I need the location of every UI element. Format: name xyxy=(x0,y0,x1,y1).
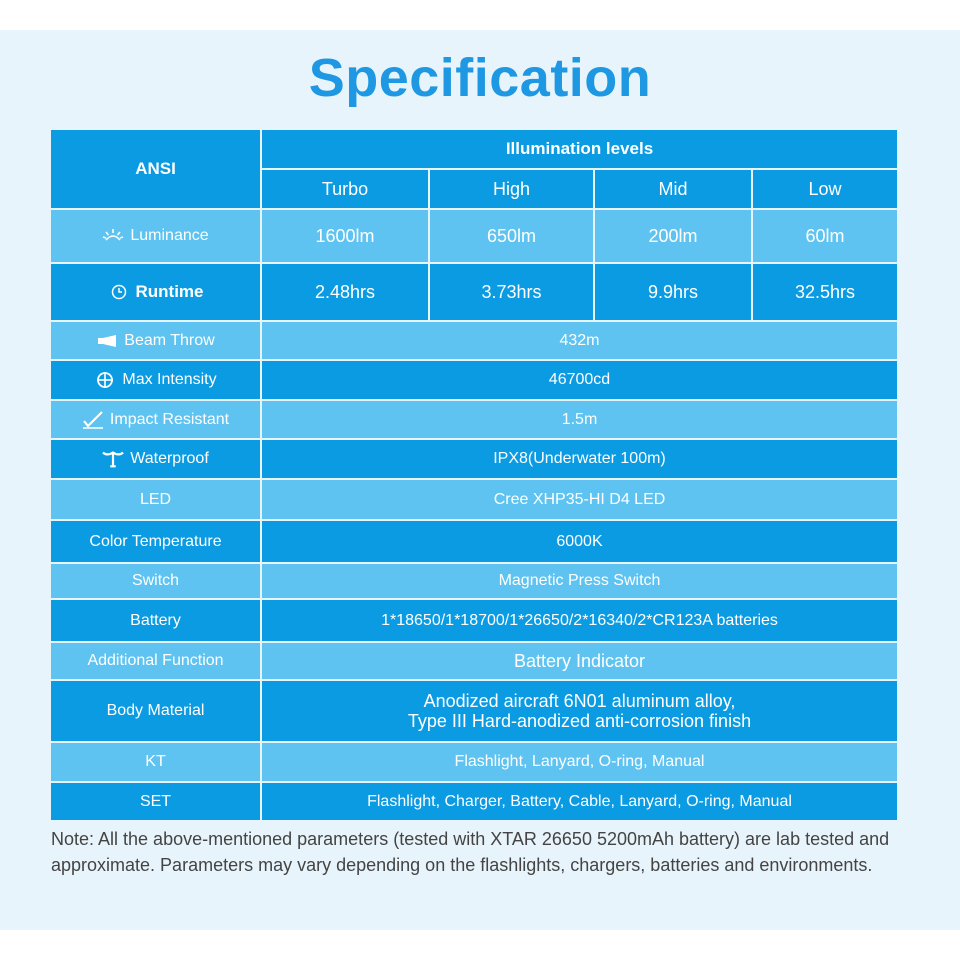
row-label-body-material: Body Material xyxy=(51,681,260,741)
sunburst-icon xyxy=(102,227,124,245)
switch-value: Magnetic Press Switch xyxy=(262,564,897,598)
row-label-set: SET xyxy=(51,783,260,820)
row-label-switch: Switch xyxy=(51,564,260,598)
beam-throw-value: 432m xyxy=(262,322,897,359)
row-label-text: Max Intensity xyxy=(122,371,217,388)
level-header-high: High xyxy=(430,170,593,208)
runtime-low: 32.5hrs xyxy=(753,264,897,320)
row-label-waterproof xyxy=(51,440,260,478)
impact-icon xyxy=(82,411,104,429)
body-material-value xyxy=(262,681,897,741)
set-value: Flashlight, Charger, Battery, Cable, Lanyard, O-ring, Manual xyxy=(262,783,897,820)
color-temperature-value: 6000K xyxy=(262,521,897,562)
row-label-text: Runtime xyxy=(135,282,204,301)
runtime-high: 3.73hrs xyxy=(430,264,593,320)
row-label-text: Impact Resistant xyxy=(109,410,230,428)
clock-icon xyxy=(108,283,130,301)
body-material-line-1: Anodized aircraft 6N01 aluminum alloy, xyxy=(423,691,736,711)
body-material-line-2: Type III Hard-anodized anti-corrosion finish xyxy=(407,711,752,731)
row-label-color-temperature: Color Temperature xyxy=(51,521,260,562)
footnote: Note: All the above-mentioned parameters (tested with XTAR 26650 5200mAh battery) are lab tested and approximate. Parameters may vary depending on the flashlights, chargers, batteries and environments. xyxy=(51,829,890,875)
luminance-mid: 200lm xyxy=(595,210,751,262)
battery-value: 1*18650/1*18700/1*26650/2*16340/2*CR123A batteries xyxy=(262,600,897,641)
row-label-text: Luminance xyxy=(130,227,209,244)
luminance-high: 650lm xyxy=(430,210,593,262)
beam-icon xyxy=(96,332,118,350)
max-intensity-value: 46700cd xyxy=(262,361,897,399)
row-label-led: LED xyxy=(51,480,260,519)
level-header-mid: Mid xyxy=(595,170,751,208)
row-label-impact-resistant xyxy=(51,401,260,438)
level-header-turbo: Turbo xyxy=(262,170,428,208)
row-label-max-intensity xyxy=(51,361,260,399)
additional-function-value: Battery Indicator xyxy=(262,643,897,679)
runtime-mid: 9.9hrs xyxy=(595,264,751,320)
row-label-battery: Battery xyxy=(51,600,260,641)
row-label-luminance xyxy=(51,210,260,262)
row-label-text: Waterproof xyxy=(130,450,209,467)
waterproof-value: IPX8(Underwater 100m) xyxy=(262,440,897,478)
crosshair-icon xyxy=(94,371,116,389)
illumination-levels-header: Illumination levels xyxy=(262,130,897,168)
row-label-kt: KT xyxy=(51,743,260,781)
led-value: Cree XHP35-HI D4 LED xyxy=(262,480,897,519)
kt-value: Flashlight, Lanyard, O-ring, Manual xyxy=(262,743,897,781)
row-label-text: Beam Throw xyxy=(124,331,215,349)
luminance-low: 60lm xyxy=(753,210,897,262)
row-label-runtime xyxy=(51,264,260,320)
ansi-header: ANSI xyxy=(51,130,260,208)
page-title: Specification xyxy=(308,48,652,108)
row-label-beam-throw xyxy=(51,322,260,359)
runtime-turbo: 2.48hrs xyxy=(262,264,428,320)
impact-resistant-value: 1.5m xyxy=(262,401,897,438)
row-label-additional-function: Additional Function xyxy=(51,643,260,679)
waterproof-icon xyxy=(102,450,124,468)
luminance-turbo: 1600lm xyxy=(262,210,428,262)
level-header-low: Low xyxy=(753,170,897,208)
spec-table xyxy=(51,130,897,820)
